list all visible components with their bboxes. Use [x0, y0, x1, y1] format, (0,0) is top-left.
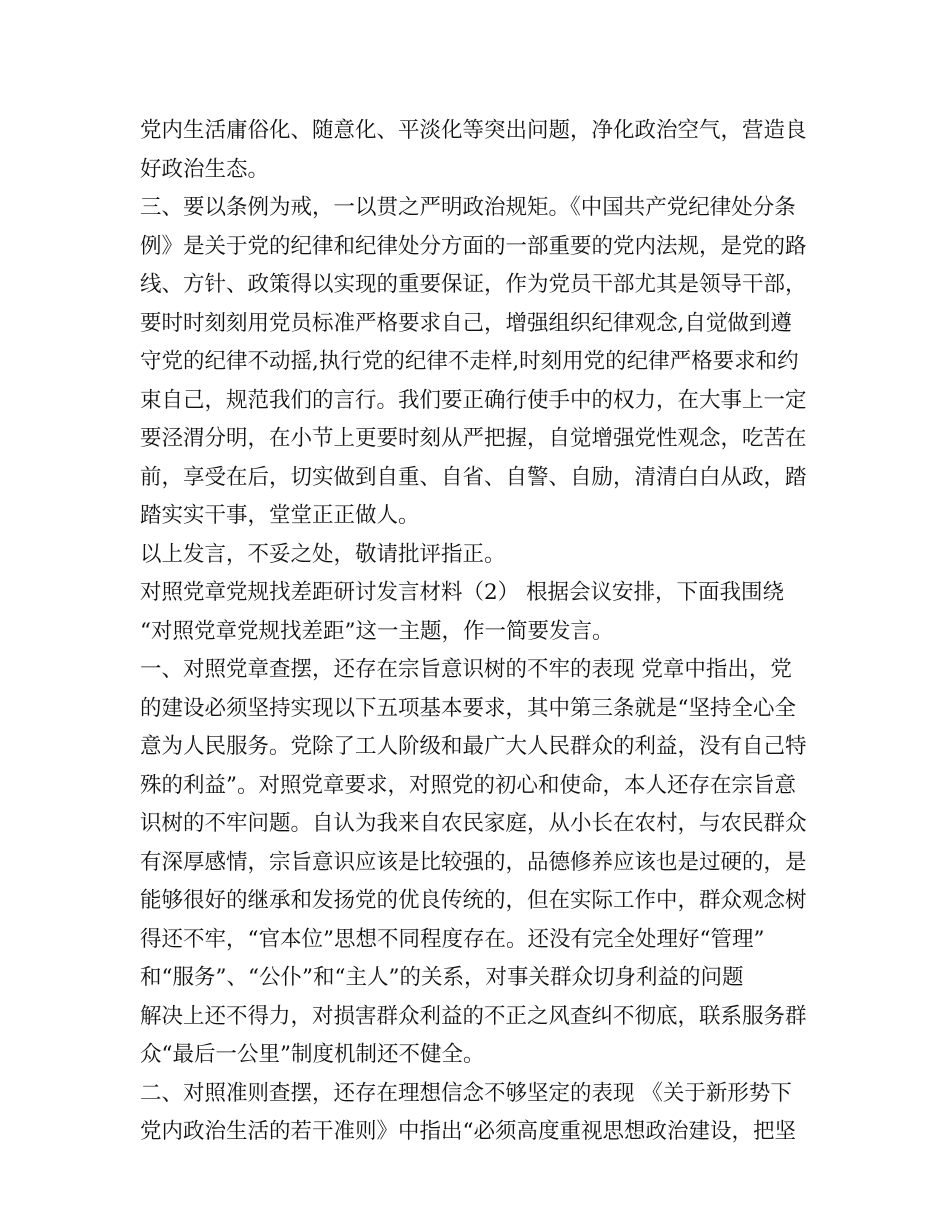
- text-line: 要泾渭分明，在小节上更要时刻从严把握，自觉增强党性观念，吃苦在: [140, 426, 807, 451]
- text-line: 识树的不牢问题。自认为我来自农民家庭，从小长在农村，与农民群众: [140, 811, 807, 836]
- text-line: 要时时刻刻用党员标准严格要求自己，增强组织纪律观念,自觉做到遵: [140, 310, 792, 336]
- text-line: 对照党章党规找差距研讨发言材料（2） 根据会议安排，下面我围绕: [140, 580, 785, 605]
- text-line: 党内生活庸俗化、随意化、平淡化等突出问题，净化政治空气，营造良: [140, 118, 807, 143]
- text-line: 线、方针、政策得以实现的重要保证，作为党员干部尤其是领导干部，: [140, 272, 807, 297]
- text-line: 束自己，规范我们的言行。我们要正确行使手中的权力，在大事上一定: [140, 387, 807, 413]
- text-line: 和“服务”、“公仆”和“主人”的关系，对事关群众切身利益的问题: [140, 965, 744, 990]
- text-line: 解决上还不得力，对损害群众利益的不正之风查纠不彻底，联系服务群: [140, 1003, 807, 1029]
- text-line: 有深厚感情，宗旨意识应该是比较强的，品德修养应该也是过硬的，是: [140, 849, 807, 875]
- text-line: 二、对照准则查摆，还存在理想信念不够坚定的表现 《关于新形势下: [140, 1080, 792, 1106]
- text-line: 党内政治生活的若干准则》中指出“必须高度重视思想政治建设，把坚: [140, 1119, 796, 1144]
- text-line: 殊的利益”。对照党章要求，对照党的初心和使命，本人还存在宗旨意: [140, 772, 796, 798]
- text-line: 意为人民服务。党除了工人阶级和最广大人民群众的利益，没有自己特: [140, 734, 807, 759]
- text-line: “对照党章党规找差距”这一主题，作一简要发言。: [140, 618, 614, 644]
- text-line: 得还不牢，“官本位”思想不同程度存在。还没有完全处理好“管理”: [140, 926, 765, 952]
- text-line: 守党的纪律不动摇,执行党的纪律不走样,时刻用党的纪律严格要求和约: [140, 349, 799, 374]
- text-line: 好政治生态。: [140, 156, 270, 182]
- text-line: 能够很好的继承和发扬党的优良传统的，但在实际工作中，群众观念树: [140, 888, 807, 913]
- document-body-text: [140, 112, 820, 1152]
- text-line: 前，享受在后，切实做到自重、自省、自警、自励，清清白白从政，踏: [140, 464, 807, 490]
- text-line: 一、对照党章查摆，还存在宗旨意识树的不牢的表现 党章中指出，党: [140, 657, 792, 682]
- text-line: 例》是关于党的纪律和纪律处分方面的一部重要的党内法规，是党的路: [140, 233, 807, 259]
- text-line: 的建设必须坚持实现以下五项基本要求，其中第三条就是“坚持全心全: [140, 695, 796, 721]
- text-line: 以上发言，不妥之处，敬请批评指正。: [140, 541, 506, 567]
- text-line: 众“最后一公里”制度机制还不健全。: [140, 1042, 485, 1067]
- text-line: 踏实实干事，堂堂正正做人。: [140, 503, 420, 528]
- text-line: 三、要以条例为戒，一以贯之严明政治规矩。《中国共产党纪律处分条: [140, 195, 796, 220]
